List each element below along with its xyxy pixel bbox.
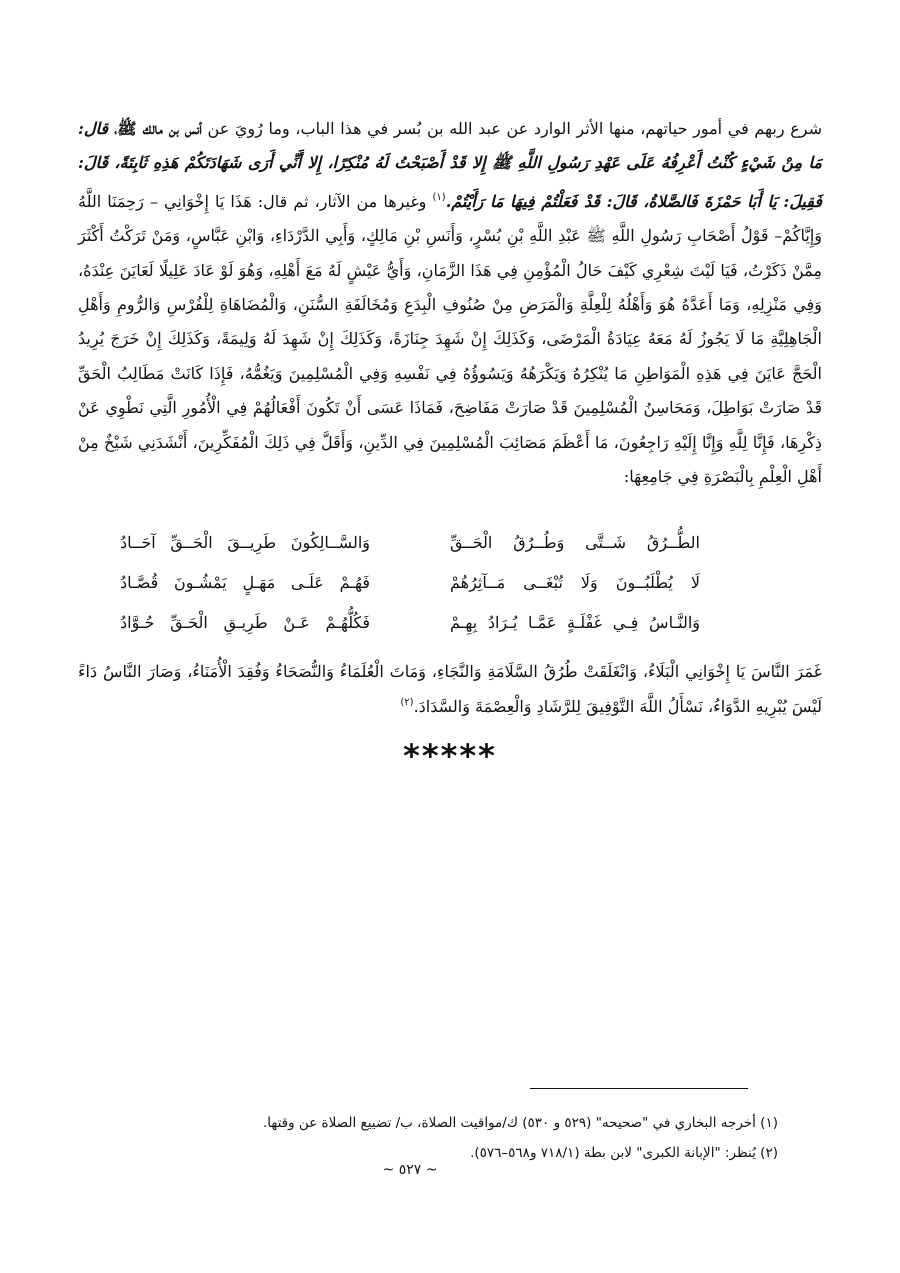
- poem-verse: [120, 522, 700, 562]
- poem: [120, 522, 700, 642]
- footnote-marker-1[interactable]: (١): [432, 191, 446, 203]
- footnote-2: (٢) يُنظر: "الإبانة الكبرى" لابن بطة (٧١٨/١ و٥٦٨–٥٧٦).: [470, 1145, 778, 1161]
- footnote-marker-2[interactable]: (٢): [400, 697, 414, 708]
- hadith-quote: قال: مَا مِنْ شَيْءٍ كُنْتُ أَعْرِفُهُ عَلَى عَهْدِ رَسُولِ اللَّهِ ﷺ إِلا قَدْ أَصْبَحْتُ لَهُ مُنْكِرًا، إِلا أَنِّي أَرَى شَهَادَتَكُمْ هَذِهِ ثَابِتَةً، قَالَ: فَقِيلَ: يَا أَبَا حَمْزَةَ فَالصَّلاةُ، قَالَ: قَدْ فَعَلْتُمْ فِيهَا مَا رَأَيْتُمْ.: [78, 119, 823, 211]
- intro-text: شرع ربهم في أمور حياتهم، منها الأثر الوارد عن عبد الله بن بُسر في هذا الباب، وما رُويَ عن: [201, 119, 823, 138]
- poem-verse: [120, 602, 700, 642]
- commentary-text: وغيرها من الآثار، ثم قال: هَذَا يَا إِخْوَانِي – رَحِمَنَا اللَّهُ وَإِيَّاكُمْ– قَوْلُ أَصْحَابِ رَسُولِ اللَّهِ ﷺ عَبْدِ اللَّهِ بْنِ بُسْرٍ، وَأَنَسِ بْنِ مَالِكٍ، وَأَبِي الدَّرْدَاءِ، وَابْنِ عَبَّاسٍ، وَمَنْ تَرَكْتُ أَكْثَرَ مِمَّنْ ذَكَرْتُ، فَيَا لَيْتَ شِعْرِي كَيْفَ حَالُ الْمُؤْمِنِ فِي هَذَا الزَّمَانِ، وَأَيُّ عَيْشٍ لَهُ مَعَ أَهْلِهِ، وَهُوَ لَوْ عَادَ عَلِيلًا لَعَايَنَ عِنْدَهُ، وَفِي مَنْزِلِهِ، وَمَا أَعَدَّهُ هُوَ وَأَهْلُهُ لِلْعِلَّةِ وَالْمَرَضِ مِنْ صُنُوفِ الْبِدَعِ وَمُخَالَفَةِ السُّنَنِ، وَالْمُضَاهَاةِ لِلْفُرْسِ وَالرُّومِ وَأَهْلِ الْجَاهِلِيَّةِ مَا لَا يَجُوزُ لَهُ مَعَهُ عِيَادَةُ الْمَرْضَى، وَكَذَلِكَ إِنْ شَهِدَ جِنَازَةً، وَكَذَلِكَ إِنْ شَهِدَ لَهُ وَلِيمَةً، وَكَذَلِكَ إِنْ خَرَجَ يُرِيدُ الْحَجَّ عَايَنَ فِي هَذِهِ الْمَوَاطِنِ مَا يُنْكِرُهُ وَيَكْرَهُهُ وَيَسُوؤُهُ فِي نَفْسِهِ وَفِي الْمُسْلِمِينَ وَيَغُمُّهُ، فَإِذَا كَانَتْ مَطَالِبُ الْحَقِّ قَدْ صَارَتْ بَوَاطِلَ، وَمَحَاسِنُ الْمُسْلِمِينَ قَدْ صَارَتْ مَفَاضِحَ، فَمَاذَا عَسَى أَنْ تَكُونَ أَفْعَالُهُمْ فِي الْأُمُورِ الَّتِي نَطْوِي عَنْ ذِكْرِهَا، فَإِنَّا لِلَّهِ وَإِنَّا إِلَيْهِ رَاجِعُونَ، مَا أَعْظَمَ مَصَائِبَ الْمُسْلِمِينَ فِي الدِّينِ، وَأَقَلَّ فِي ذَلِكَ الْمُفَكِّرِينَ، أَنْشَدَنِي شَيْخٌ مِنْ أَهْلِ الْعِلْمِ بِالْبَصْرَةِ فِي جَامِعِهَا:: [78, 191, 822, 487]
- verse-second-hemistich: وَالسَّــالِكُونَ طَرِيــقَ الْحَــقِّ آحَــادُ: [120, 532, 370, 552]
- verse-first-hemistich: لَا يُطْلَبُــونَ وَلَا تُبْغَــى مَــآثِرُهُمْ: [450, 572, 700, 592]
- section-separator: *****: [403, 737, 497, 775]
- closing-text: غَمَرَ النَّاسَ يَا إِخْوَانِي الْبَلَاءُ، وَانْغَلَقَتْ طُرُقُ السَّلَامَةِ وَالنَّجَاءِ، وَمَاتَ الْعُلَمَاءُ وَالنُّصَحَاءُ وَفُقِدَ الْأُمَنَاءُ، وَصَارَ النَّاسُ دَاءً لَيْسَ يُبْرِيهِ الدَّوَاءُ، نَسْأَلُ اللَّهَ التَّوْفِيقَ لِلرَّشَادِ وَالْعِصْمَةَ وَالسَّدَادَ.: [78, 662, 822, 716]
- poem-verse: [120, 562, 700, 602]
- verse-first-hemistich: الطُّــرُقُ شَــتَّى وَطُــرُقُ الْحَــقِّ: [450, 532, 700, 552]
- narrator-name: أنس بن مالك ﷺ،: [114, 119, 202, 138]
- footnote-divider: [530, 1088, 748, 1089]
- closing-paragraph: [78, 656, 822, 722]
- footnotes: [78, 1108, 778, 1168]
- paragraph-text: [78, 112, 822, 494]
- main-paragraph: [78, 112, 822, 494]
- verse-second-hemistich: فَهُـمْ عَلَـى مَهَـلٍ يَمْشُـونَ قُصَّـادُ: [120, 572, 370, 592]
- page-number: ~ ٥٢٧ ~: [382, 1162, 438, 1178]
- footnote-1: (١) أخرجه البخاري في "صحيحه" (٥٢٩ و ٥٣٠) ك/مواقيت الصلاة، ب/ تضييع الصلاة عن وقتها.: [262, 1115, 778, 1131]
- verse-second-hemistich: فَكُلُّهُـمْ عَـنْ طَرِيـقِ الْحَـقِّ حُـوَّادُ: [120, 612, 370, 632]
- verse-first-hemistich: وَالنَّـاسُ فِـي غَفْلَـةٍ عَمَّـا يُـرَادُ بِهِـمْ: [450, 612, 700, 632]
